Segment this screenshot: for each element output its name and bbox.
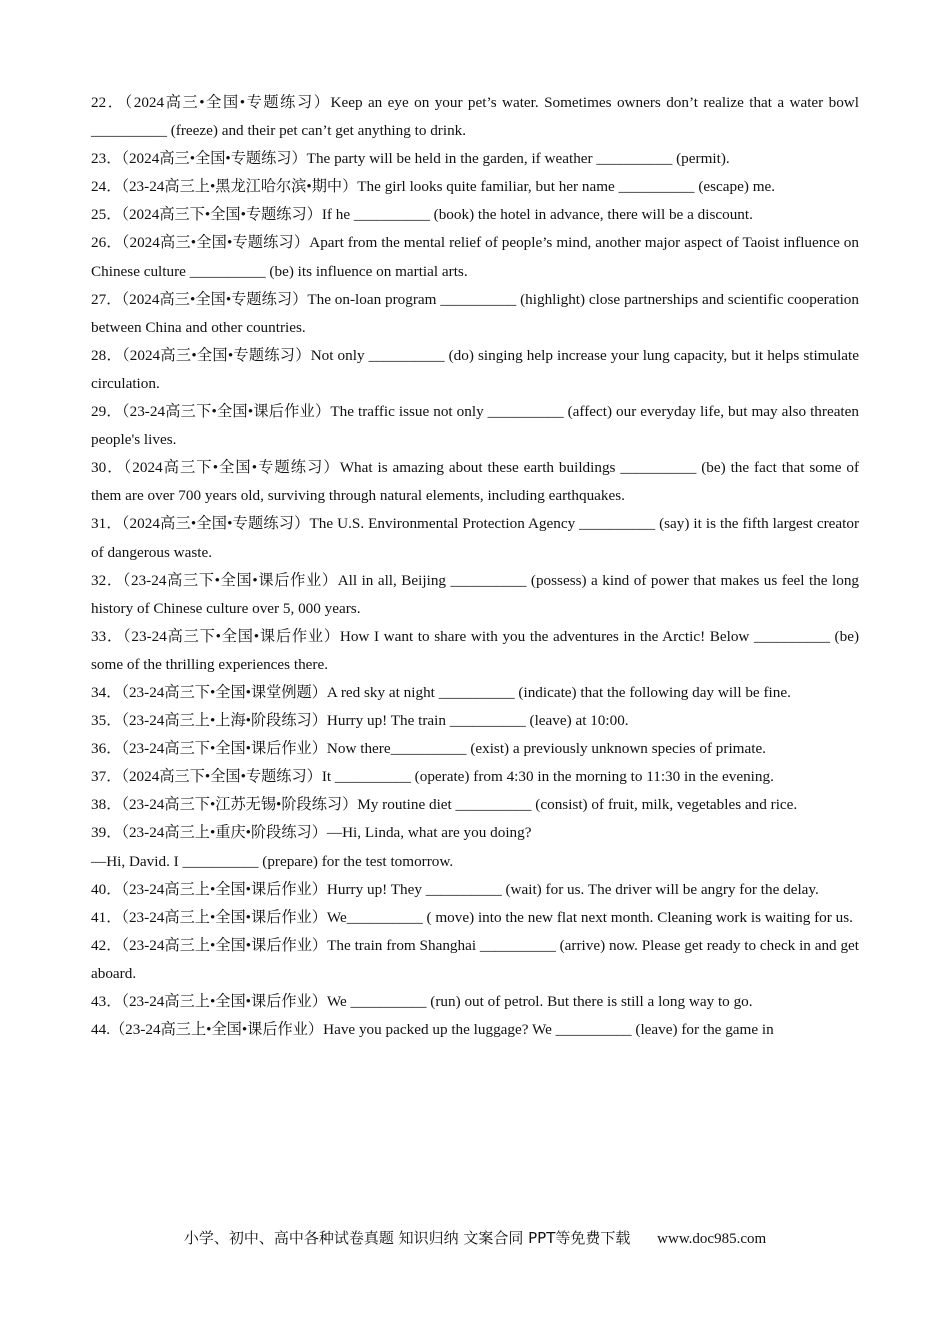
footer-website[interactable]: www.doc985.com	[657, 1231, 767, 1247]
question-item	[91, 89, 859, 145]
question-source: （23-24高三下•江苏无锡•阶段练习）	[121, 796, 358, 814]
question-text: A red sky at night __________ (indicate) that the following day will be fine.	[326, 683, 791, 701]
question-item	[91, 229, 859, 285]
question-text: Now there__________ (exist) a previously unknown species of primate.	[326, 740, 766, 758]
question-item	[91, 398, 859, 454]
question-source: （23-24高三下•全国•课后作业）	[121, 740, 327, 758]
question-number: 26．	[91, 234, 122, 252]
question-item	[91, 904, 859, 932]
question-text: Have you packed up the luggage? We __________ (leave) for the game in	[323, 1021, 774, 1039]
question-number: 38．	[91, 796, 122, 814]
question-item	[91, 819, 859, 847]
question-number: 31．	[91, 515, 122, 533]
question-item	[91, 988, 859, 1016]
question-item	[91, 145, 859, 173]
question-number: 27．	[91, 290, 122, 308]
question-text: If he __________ (book) the hotel in advance, there will be a discount.	[321, 206, 753, 224]
question-number: 25．	[91, 206, 122, 224]
question-number: 44.	[91, 1021, 110, 1039]
question-source: （23-24高三上•黑龙江哈尔滨•期中）	[121, 178, 358, 196]
question-number: 22．	[91, 94, 125, 111]
question-item	[91, 201, 859, 229]
question-text: We__________ ( move) into the new flat next month. Cleaning work is waiting for us.	[326, 908, 853, 926]
question-source: （2024高三•全国•专题练习）	[121, 290, 308, 308]
question-text: Hurry up! They __________ (wait) for us. The driver will be angry for the delay.	[326, 880, 819, 898]
footer-text: 小学、初中、高中各种试卷真题 知识归纳 文案合同 PPT等免费下载	[183, 1229, 631, 1247]
question-item	[91, 763, 859, 791]
question-source: （2024高三下•全国•专题练习）	[121, 206, 322, 224]
question-item	[91, 876, 859, 904]
question-text: The U.S. Environmental Protection Agency __________ (say) it is the fifth largest creator of dangerous waste.	[91, 515, 860, 561]
question-number: 30．	[91, 459, 124, 477]
question-number: 34．	[91, 683, 122, 701]
question-number: 23．	[91, 150, 122, 168]
question-text: Apart from the mental relief of people’s mind, another major aspect of Taoist influence on Chinese culture __________ (be) its influence on martial arts.	[91, 234, 859, 280]
question-source: （2024高三•全国•专题练习）	[121, 234, 310, 252]
question-item	[91, 454, 859, 510]
question-number: 41．	[91, 908, 122, 926]
question-source: （2024高三•全国•专题练习）	[121, 150, 307, 168]
question-text: The traffic issue not only __________ (affect) our everyday life, but may also threaten people's lives.	[91, 403, 859, 449]
question-source: （2024高三下•全国•专题练习）	[123, 459, 340, 477]
question-source: （23-24高三上•全国•课后作业）	[121, 908, 327, 926]
question-number: 28．	[91, 346, 122, 364]
question-text: What is amazing about these earth buildings __________ (be) the fact that some of them are over 700 years old, surviving through natural elements, including earthquakes.	[91, 459, 860, 505]
question-text: Not only __________ (do) singing help increase your lung capacity, but it helps stimulate circulation.	[91, 346, 860, 392]
question-number: 40．	[91, 880, 122, 898]
question-text: My routine diet __________ (consist) of fruit, milk, vegetables and rice.	[357, 796, 798, 814]
question-item	[91, 1016, 859, 1044]
question-text: The party will be held in the garden, if weather __________ (permit).	[306, 150, 730, 168]
question-number: 37．	[91, 768, 122, 786]
question-item	[91, 623, 859, 679]
question-source: （23-24高三下•全国•课后作业）	[122, 571, 338, 589]
question-source: （2024高三•全国•专题练习）	[121, 515, 310, 533]
question-text: The on-loan program __________ (highlight) close partnerships and scientific cooperation between China and other countries.	[91, 290, 859, 336]
question-source: （2024高三•全国•专题练习）	[124, 94, 331, 111]
question-number: 35．	[91, 712, 122, 730]
page-footer	[0, 1227, 950, 1248]
question-number: 32．	[91, 571, 123, 589]
question-item	[91, 567, 859, 623]
question-text: We __________ (run) out of petrol. But there is still a long way to go.	[326, 993, 753, 1010]
question-number: 36．	[91, 740, 122, 758]
question-source: （2024高三下•全国•专题练习）	[121, 768, 322, 786]
question-number: 29．	[91, 403, 122, 421]
question-list	[91, 89, 859, 1044]
question-text: —Hi, Linda, what are you doing?	[326, 824, 532, 842]
question-source: （23-24高三上•上海•阶段练习）	[121, 712, 327, 730]
question-source: （2024高三•全国•专题练习）	[121, 346, 311, 364]
question-source: （23-24高三下•全国•课堂例题）	[121, 683, 327, 701]
question-source: （23-24高三上•全国•课后作业）	[121, 936, 328, 954]
question-item	[91, 286, 859, 342]
question-text: Keep an eye on your pet’s water. Sometimes owners don’t realize that a water bowl __________ (freeze) and their pet can’t get anything to drink.	[91, 94, 859, 140]
question-source: （23-24高三下•全国•课后作业）	[121, 403, 331, 421]
question-item	[91, 932, 859, 988]
question-number: 24．	[91, 178, 122, 196]
question-number: 33．	[91, 627, 123, 645]
question-item	[91, 735, 859, 763]
question-text: All in all, Beijing __________ (possess) a kind of power that makes us feel the long history of Chinese culture over 5, 000 years.	[91, 571, 860, 617]
question-source: （23-24高三上•全国•课后作业）	[121, 993, 327, 1010]
question-text: The train from Shanghai __________ (arrive) now. Please get ready to check in and get aboard.	[91, 936, 860, 982]
question-source: （23-24高三上•全国•课后作业）	[121, 880, 327, 898]
question-item	[91, 510, 859, 566]
question-number: 42．	[91, 936, 122, 954]
question-number: 39．	[91, 824, 122, 842]
question-source: （23-24高三上•全国•课后作业）	[109, 1021, 324, 1039]
question-source: （23-24高三下•全国•课后作业）	[123, 627, 340, 645]
question-text: It __________ (operate) from 4:30 in the morning to 11:30 in the evening.	[321, 768, 774, 786]
question-source: （23-24高三上•重庆•阶段练习）	[121, 824, 327, 842]
question-text: Hurry up! The train __________ (leave) at 10:00.	[326, 712, 629, 730]
question-item	[91, 707, 859, 735]
question-item	[91, 173, 859, 201]
question-number: 43．	[91, 993, 122, 1010]
question-item	[91, 791, 859, 819]
question-text: How I want to share with you the adventures in the Arctic! Below __________ (be) some of the thrilling experiences there.	[91, 627, 859, 673]
question-text: The girl looks quite familiar, but her name __________ (escape) me.	[357, 178, 776, 196]
question-item	[91, 342, 859, 398]
question-dialogue-line: —Hi, David. I __________ (prepare) for the test tomorrow.	[91, 852, 454, 870]
question-item	[91, 679, 859, 707]
